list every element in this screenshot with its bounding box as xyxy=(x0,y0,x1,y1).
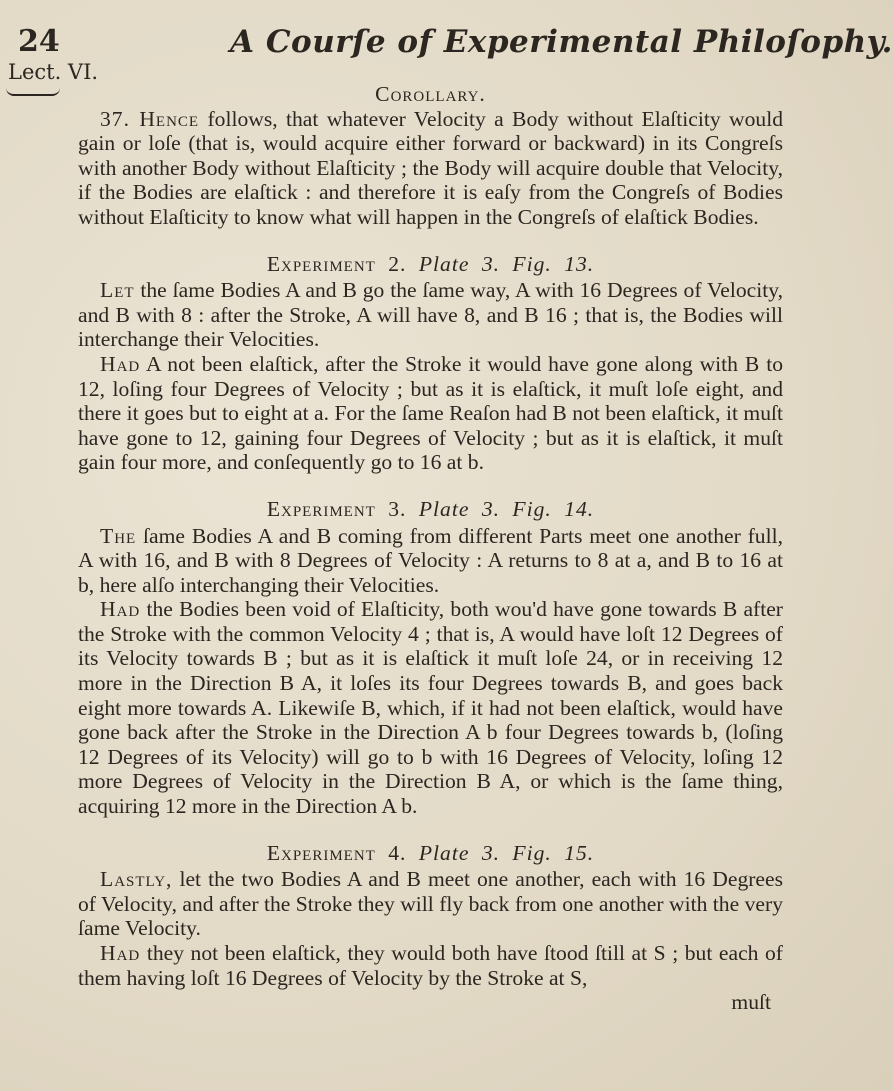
experiment-3-paragraph-2 xyxy=(78,597,783,818)
experiment-title: Experiment 3. xyxy=(266,496,407,521)
experiment-4-paragraph-1 xyxy=(78,867,783,941)
paragraph-text: ſame Bodies A and B coming from different Parts meet one another full, A with 16, and B with 8 Degrees of Velocity : A returns to 8 at a, and B to 16 at b, here alſo interchanging their Velocities. xyxy=(78,523,783,597)
paragraph-text: the Bodies been void of Elaſticity, both wou'd have gone towards B after the Stroke with the common Velocity 4 ; that is, A would have loſt 12 Degrees of its Velocity towards B ; but as it is elaſtick it muſt loſe 24, or in receiving 12 more in the Direction B A, it loſes its four Degrees towards B, and goes back eight more towards A. Likewiſe B, which, if it had not been elaſtick, would have gone back after the Stroke in the Direction A b four Degrees towards b, (loſing 12 Degrees of its Velocity) will go to b with 16 Degrees of Velocity, loſing 12 more Degrees of Velocity in the Direction B A, or which is the ſame thing, acquiring 12 more in the Direction A b. xyxy=(78,597,783,819)
paragraph-lead: 37. Hence xyxy=(100,106,200,131)
plate-reference: Plate 3. Fig. 13. xyxy=(418,251,595,276)
experiment-2-paragraph-2 xyxy=(78,352,783,475)
plate-reference: Plate 3. Fig. 14. xyxy=(418,496,595,521)
paragraph-37 xyxy=(78,107,783,230)
page-number: 24 xyxy=(18,24,60,59)
experiment-4-heading xyxy=(78,841,783,866)
plate-reference: Plate 3. Fig. 15. xyxy=(418,840,595,865)
paragraph-lead: Had xyxy=(100,597,141,622)
margin-brace xyxy=(6,88,60,96)
experiment-2-paragraph-1 xyxy=(78,278,783,352)
paragraph-lead: Had xyxy=(100,941,141,965)
paragraph-text: they not been elaſtick, they would both have ſtood ſtill at S ; but each of them having loſt 16 Degrees of Velocity by the Stroke at S, xyxy=(78,941,783,990)
paragraph-lead: Lastly, xyxy=(100,867,173,892)
paragraph-text: follows, that whatever Velocity a Body without Elaſticity would gain or loſe (that is, would acquire either forward or backward) in its Congreſs with another Body without Elaſticity ; the Body will acquire double that Velocity, if the Bodies are elaſtick : and therefore it is eaſy from the Congreſs of Bodies without Elaſticity to know what will happen in the Congreſs of elaſtick Bodies. xyxy=(78,106,783,229)
paragraph-text: let the two Bodies A and B meet one another, each with 16 Degrees of Velocity, and after the Stroke they will fly back from one another with the very ſame Velocity. xyxy=(78,867,783,941)
corollary-heading: Corollary. xyxy=(375,82,486,106)
experiment-2-heading xyxy=(78,252,783,277)
catchword: muſt xyxy=(731,990,771,1015)
paragraph-lead: Let xyxy=(100,278,135,303)
paragraph-lead: Had xyxy=(100,351,141,376)
paragraph-text: A not been elaſtick, after the Stroke it would have gone along with B to 12, loſing four Degrees of Velocity ; but as it is elaſtick, it muſt loſe eight, and there it goes but to eight at a. For the ſame Reaſon had B not been elaſtick, it muſt have gone to 12, gaining four Degrees of Velocity ; but as it is elaſtick, it muſt gain four more, and conſequently go to 16 at b. xyxy=(78,351,783,475)
experiment-title: Experiment 2. xyxy=(266,251,407,276)
experiment-4-paragraph-2 xyxy=(78,941,783,990)
page-header xyxy=(0,22,893,66)
margin-note-lecture: Lect. VI. xyxy=(8,60,99,84)
experiment-3-paragraph-1 xyxy=(78,524,783,598)
experiment-3-heading xyxy=(78,497,783,522)
paragraph-lead: The xyxy=(100,523,137,548)
running-title: A Courſe of Experimental Philoſophy. xyxy=(230,24,893,60)
body-text xyxy=(78,82,783,1015)
paragraph-text: the ſame Bodies A and B go the ſame way, A with 16 Degrees of Velocity, and B with 8 : after the Stroke, A will have 8, and B 16 ; that is, the Bodies will interchange their Velocities. xyxy=(78,278,783,352)
experiment-title: Experiment 4. xyxy=(266,840,407,865)
